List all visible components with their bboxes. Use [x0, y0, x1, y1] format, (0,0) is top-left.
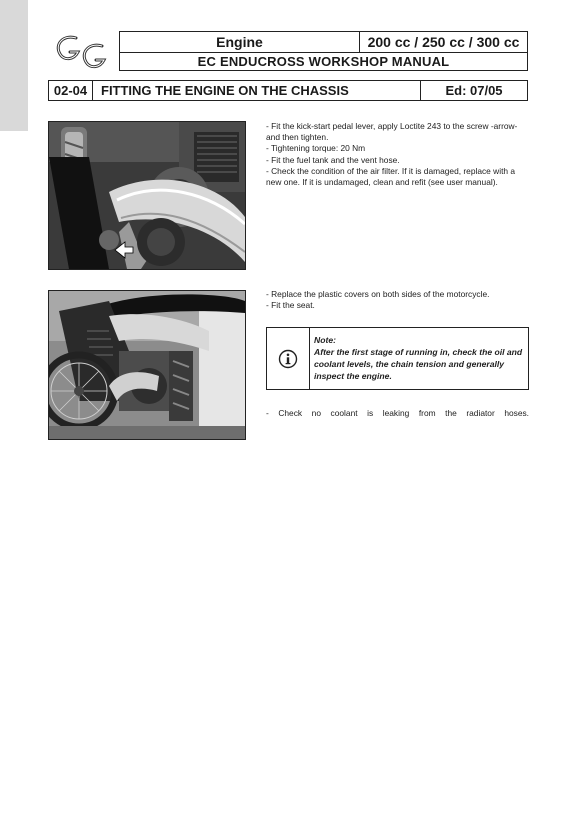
step1-line: - Check the condition of the air filter. If it is damaged, replace with a new one. If it is undamaged, clean and refit (see user manual).	[266, 165, 516, 188]
step2-instructions	[266, 289, 529, 311]
note-box	[266, 327, 529, 390]
gg-logo-icon	[52, 30, 110, 70]
header-engine: Engine	[120, 32, 360, 52]
note-icon-cell	[267, 328, 310, 389]
info-icon	[278, 349, 298, 369]
step1-line: - Fit the fuel tank and the vent hose.	[266, 154, 400, 165]
engine-photo	[48, 121, 246, 270]
header-displacement: 200 cc / 250 cc / 300 cc	[367, 34, 520, 50]
note-body: After the first stage of running in, check the oil and coolant levels, the chain tension and generally inspect the engine.	[314, 347, 523, 381]
header-manual-title: EC ENDUCROSS WORKSHOP MANUAL	[197, 54, 450, 69]
motorcycle-photo	[48, 290, 246, 440]
note-text	[314, 334, 526, 382]
step3-line: - Check no coolant is leaking from the radiator hoses.	[266, 408, 529, 418]
section-bar	[48, 80, 528, 101]
section-edition: Ed: 07/05	[420, 81, 527, 100]
note-label: Note:	[314, 335, 336, 345]
manual-header	[119, 31, 528, 71]
step1-instructions	[266, 121, 529, 188]
header-row	[120, 32, 527, 53]
step2-line: - Replace the plastic covers on both sides of the motorcycle.	[266, 289, 490, 299]
step3-instructions	[266, 408, 529, 419]
section-number: 02-04	[49, 81, 93, 100]
step1-line: - Fit the kick-start pedal lever, apply Loctite 243 to the screw -arrow- and then tighten.	[266, 121, 518, 143]
step2-line: - Fit the seat.	[266, 300, 315, 311]
step1-line: - Tightening torque: 20 Nm	[266, 143, 366, 154]
section-title: FITTING THE ENGINE ON THE CHASSIS	[101, 83, 349, 98]
side-tab	[0, 0, 28, 131]
